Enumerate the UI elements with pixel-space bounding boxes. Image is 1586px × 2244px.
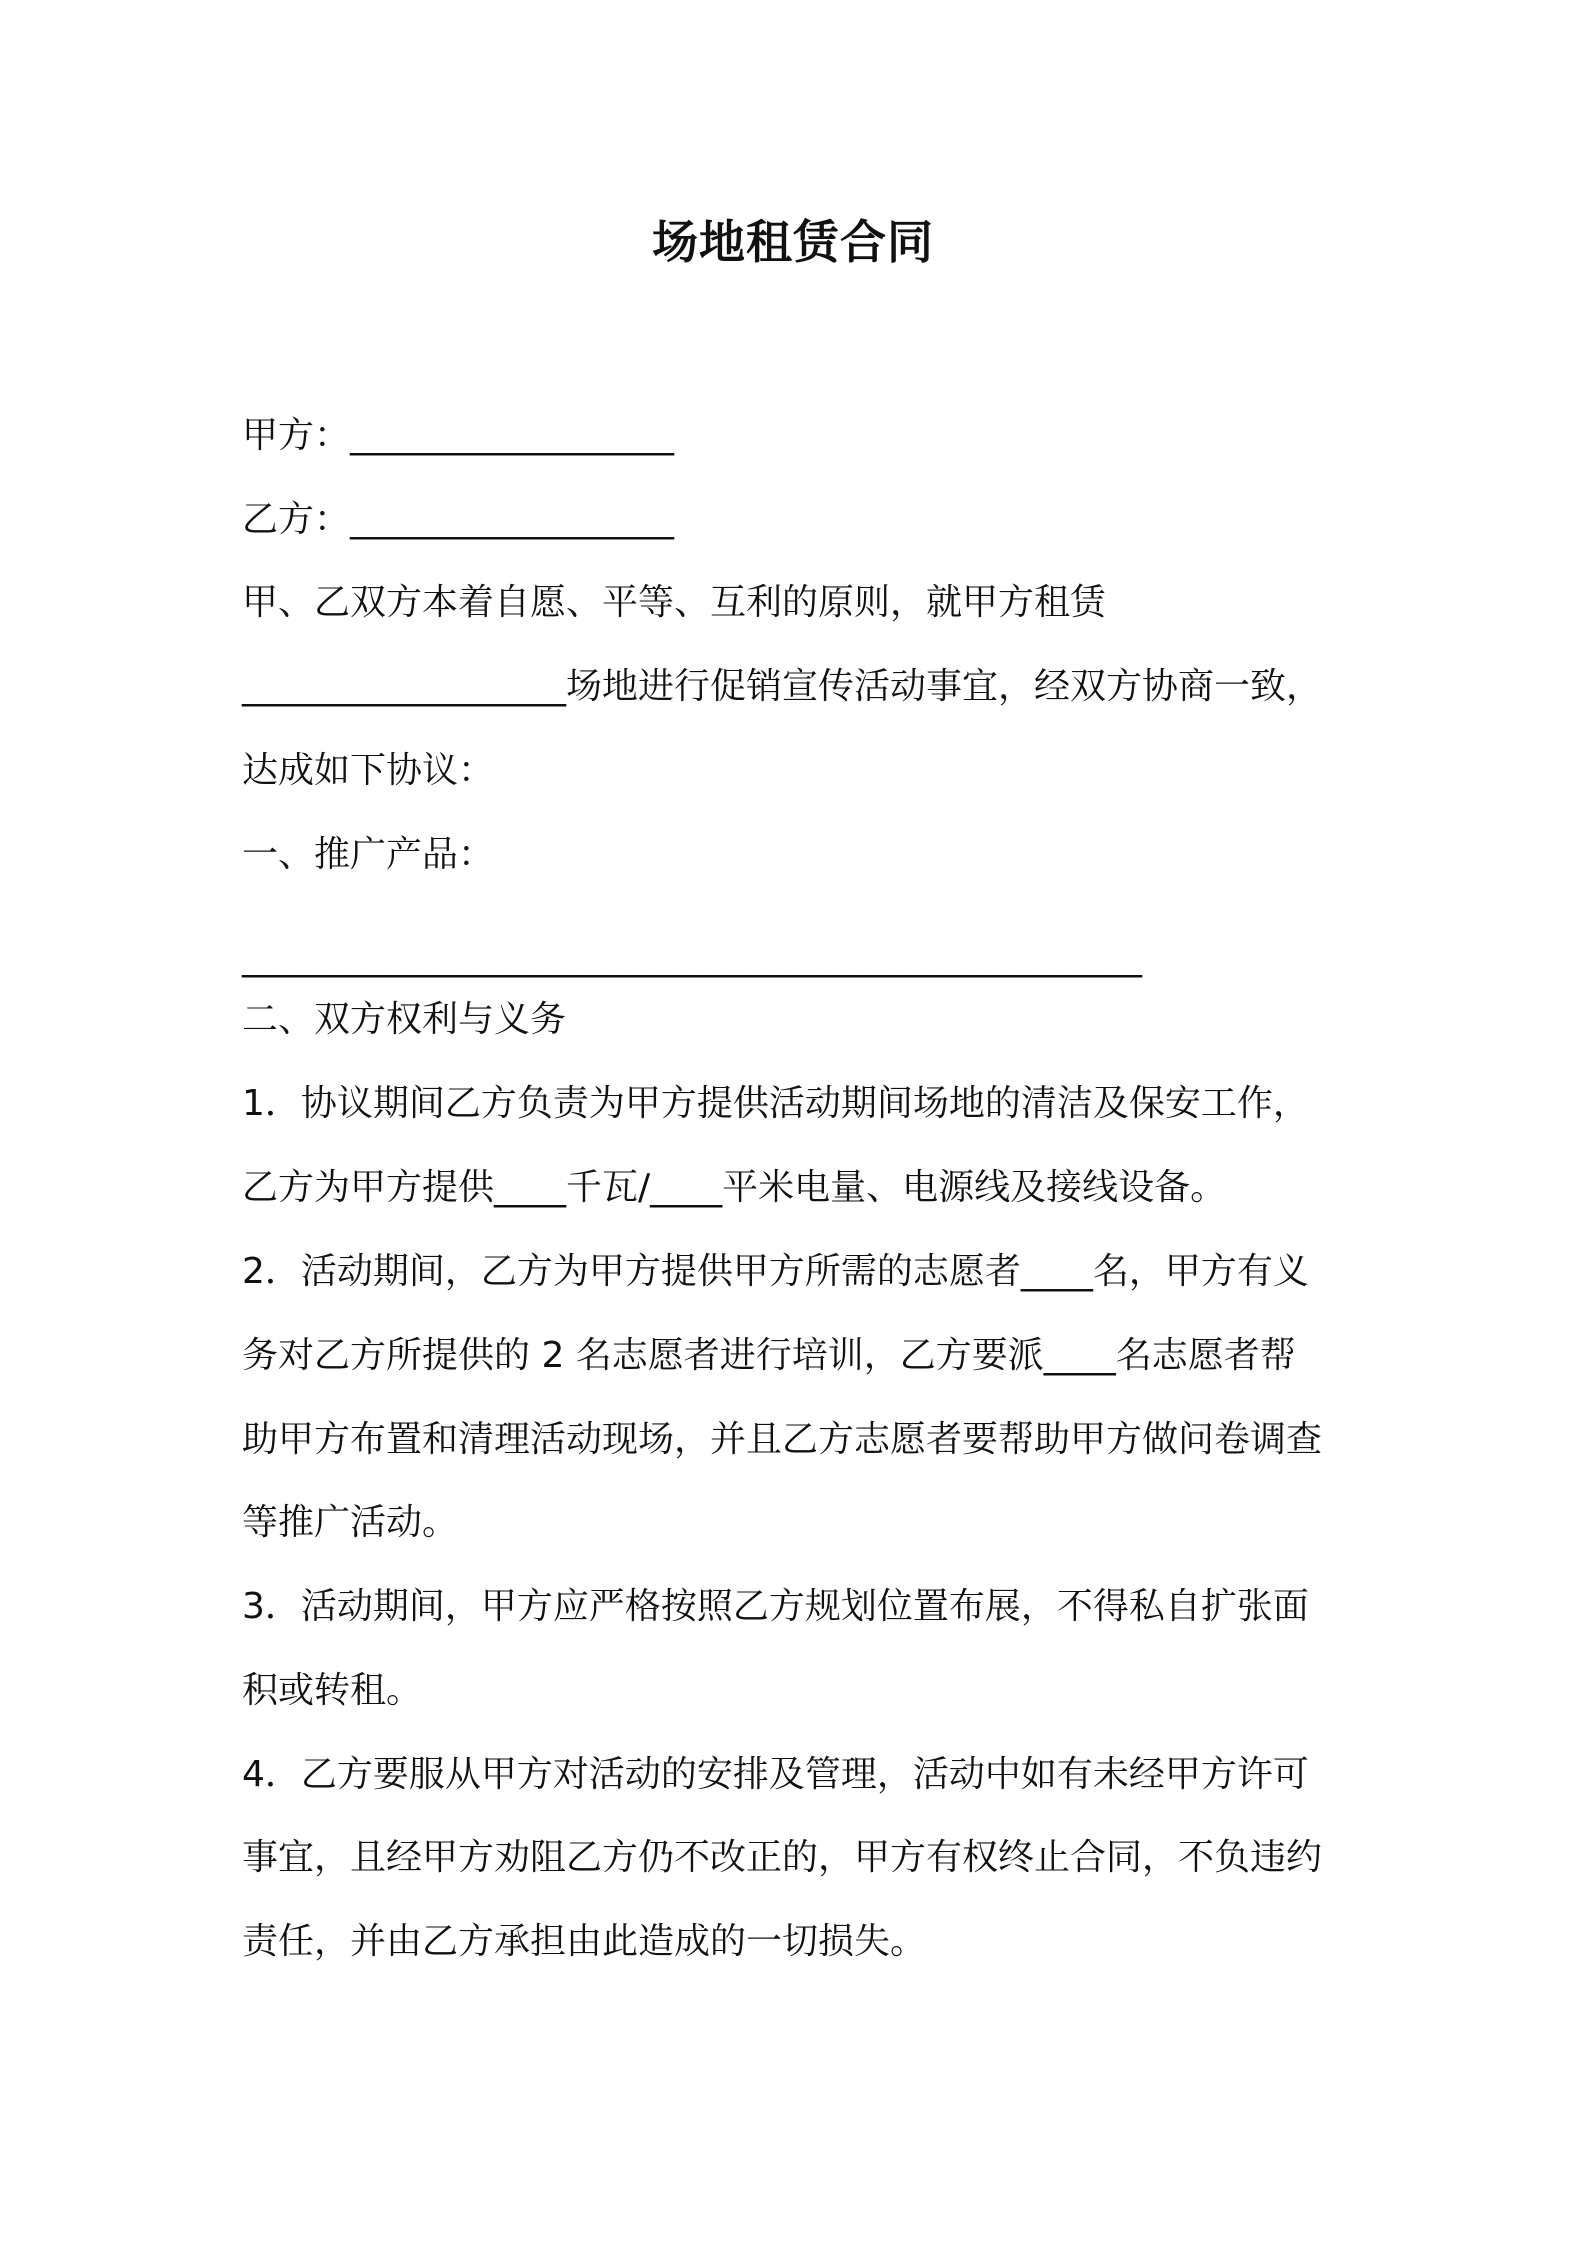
section1-heading: 一、推广产品： (242, 834, 495, 875)
intro-line-2: __________________场地进行促销宣传活动事宜，经双方协商一致， (242, 666, 1323, 707)
clause4-line-1: 4．乙方要服从甲方对活动的安排及管理，活动中如有未经甲方许可 (242, 1754, 1309, 1795)
clause3-line-2: 积或转租。 (242, 1670, 423, 1711)
intro-line-1: 甲、乙双方本着自愿、平等、互利的原则，就甲方租赁 (242, 582, 1107, 623)
clause1-line-2: 乙方为甲方提供____千瓦/____平米电量、电源线及接线设备。 (242, 1167, 1227, 1208)
document-title: 场地租赁合同 (652, 215, 934, 269)
clause1-line-1: 1．协议期间乙方负责为甲方提供活动期间场地的清洁及保安工作， (242, 1083, 1309, 1124)
clause2-line-2: 务对乙方所提供的 2 名志愿者进行培训，乙方要派____名志愿者帮 (242, 1335, 1296, 1376)
party-b-line: 乙方：__________________ (242, 499, 675, 540)
section2-heading: 二、双方权利与义务 (242, 999, 567, 1040)
intro-line-3: 达成如下协议： (242, 750, 495, 791)
clause4-line-2: 事宜，且经甲方劝阻乙方仍不改正的，甲方有权终止合同，不负违约 (242, 1837, 1323, 1878)
clause2-line-1: 2．活动期间，乙方为甲方提供甲方所需的志愿者____名，甲方有义 (242, 1251, 1309, 1292)
clause2-line-4: 等推广活动。 (242, 1502, 459, 1543)
clause4-line-3: 责任，并由乙方承担由此造成的一切损失。 (242, 1921, 927, 1962)
clause3-line-1: 3．活动期间，甲方应严格按照乙方规划位置布展，不得私自扩张面 (242, 1586, 1309, 1627)
party-a-line: 甲方：__________________ (242, 415, 675, 456)
section1-blank-line: __________________________________________________ (242, 937, 1142, 978)
clause2-line-3: 助甲方布置和清理活动现场，并且乙方志愿者要帮助甲方做问卷调查 (242, 1419, 1323, 1460)
